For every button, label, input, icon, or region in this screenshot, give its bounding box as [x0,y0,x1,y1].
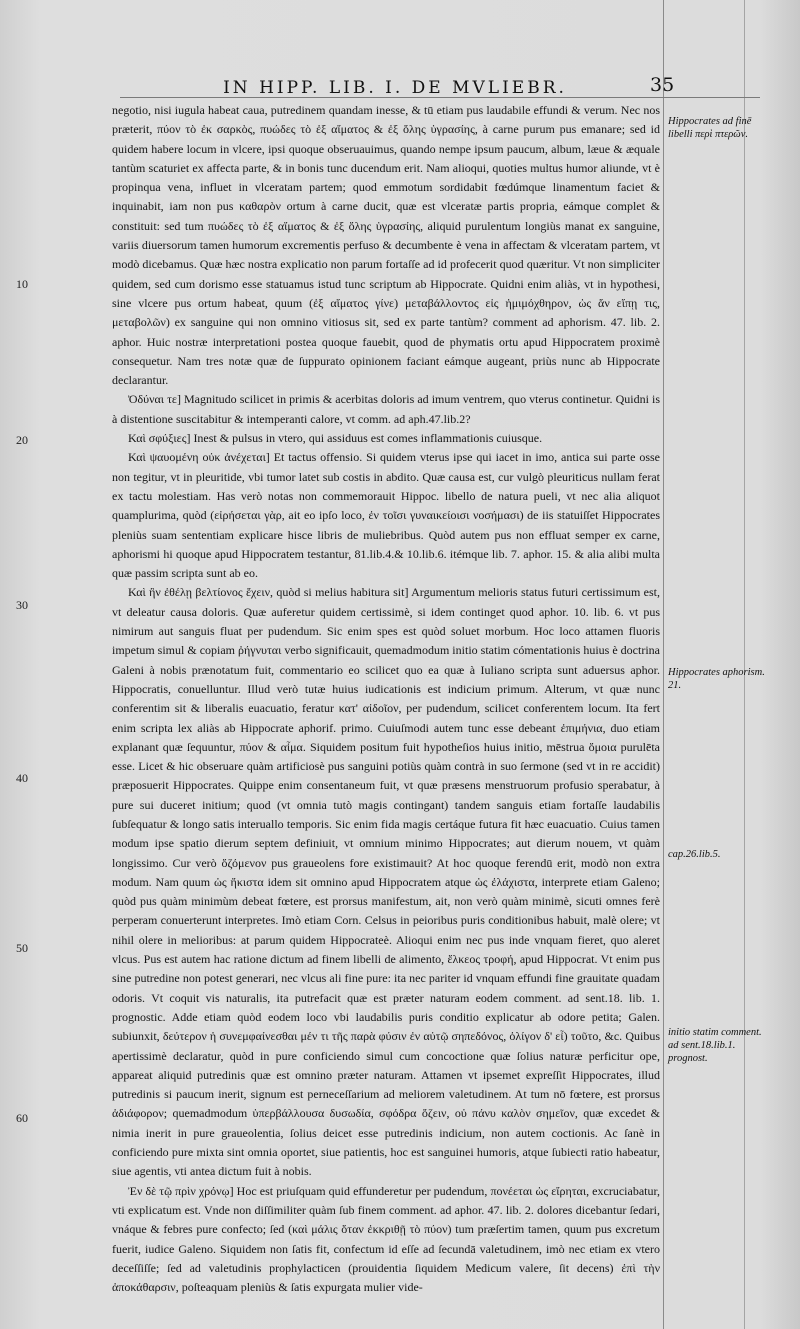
margin-note: cap.26.lib.5. [668,849,721,860]
paragraph: negotio, nisi iugula habeat caua, putredinem quandam inesse, & tū etiam pus laudabile effundi & verum. Nec nos præterit, πύον τὸ ἐκ σαρκὸς, πυώδες τὸ ἐξ αἵματος & ἐξ ὅλης ὑγρασίης, à carne purum pus emanare; sed id quidem habere locum in vlcere, ipsi quoque obseruauimus, quando nempe ipsum paucum, album, læue & æquale tantùm scaturiet ex affecta parte, & in bonis tunc ducendum erit. Nam alioqui, quoties multus humor aliunde, vt è propinqua vena, influet in vlceratam partem; quod emmotum sordidabit fœdúmque linamentum faciet & inquinabit, iam non pus καθαρὸν ortum à carne ducit, quæ est vlceratæ partis propria, eámque complet & constituit: sed tum πυώδες τὸ ἐξ αἵματος & ἐξ ὅλης ὑγρασίης, aliquid purulentum longiùs manat ex sanguine, variis diuersorum tamen humorum excrementis perfuso & decumbente è vena in affectam & vlceratam partem, vt modò dicebamus. Quæ hæc nostra explicatio non parum fortaſſe ad id profecerit quod quæritur. Vt non simpliciter quidem, sed cum dorismo esse statuamus istud tunc scriptum ab Hippocrate. Quidni enim aliàs, vt in hypothesi, sine vlcere pus ortum habeat, quum (ἐξ αἵματος γίνε) μεταβάλλοντος εἰς ἡμιμόχθηρον, ὡς ἄν εἴπῃ τις, μεταβολῶν) ex sanguine qui non omnino vitiosus sit, sed ex parte tantùm? comment ad aphorism. 47. lib. 2. aphor. Huic nostræ interpretationi postea quoque fauebit, quod de phymatis ortu apud Hippocratem proximè consequetur. Nam tres notæ quæ de ſuppurato opinionem faciant eámque augeant, priùs nunc ab Hippocrate declarantur. [112,103,660,388]
line-number: 50 [16,941,28,955]
line-number: 30 [16,598,28,612]
margin-note: initio statim comment. ad sent.18.lib.1. prognost. [668,1027,762,1064]
paragraph: Καὶ ἢν ἐθέλῃ βελτίονος ἔχειν, quòd si melius habitura sit] Argumentum melioris status futuri certissimum est, vt deleatur causa doloris. Quæ auferetur quidem certissimè, si idem continget quod aphor. 10. lib. 6. vt pus nimirum aut sanguis fluat per pudendum. Sic enim spes est quòd soluet morbum. Hoc loco attamen fluoris impetum simul & copiam ῥήγνυται verbo significauit, quemadmodum initio statim cómentationis huius è doctrina Galeni à nobis prænotatum fuit, commentario eo scilicet quo ea quæ à Iuliano scripta sunt aduersus aphor. Hippocratis, conuelluntur. Illud verò tutæ huius iudicationis est indicium primum. Alterum, vt quæ nunc conferentim sit & liberalis euacuatio, feratur κατ' αἰδοῖον, per pudendum, scilicet conferentem locum. Ita fert enim scripta lex aliàs ab Hippocrate aphorif. primo. Cuiuſmodi autem tunc esse debeant ἐπιμήνια, duo etiam explanant quæ ſequuntur, πύον & αἷμα. Siquidem positum fuit hypotheſios huius initio, mēstrua ὅμοια purulēta esse. Licet & hic obseruare quàm artificiosè pus sanguini potiùs quàm contrà in suo ſermone (sed vt in re accidit) præposuerit Hippocrates. Quippe enim consentaneum fuit, vt quæ præsens menstruorum profusio sperabatur, à pure sui duceret initium; quod (vt omnia tutò magis contingant) tandem sanguis etiam fortaſſe laudabilis ſubſequatur & longo satis interuallo temporis. Sic enim fida magis certáque futura fit hæc euacuatio. Cuius tamen modum ipse spatio dierum septem definiuit, vt omnium minimo Hippocrates; aut dierum nouem, vt quàm longissimo. Cur verò ὄζόμενον pus graueolens fore existimauit? At hoc quoque ferendū erit, modò non extra modum. Nam quum ὡς ἥκιστα idem sit omnino apud Hippocratem atque ὡς ἐλάχιστα, interprete etiam Galeno; quòd pus quàm minimùm debeat fœtere, est prorsus manifestum, ait, non verò quàm minimè, sicuti omnes ferè perperam conuerterunt interpretes. Imò etiam Corn. Celsus in peioribus puris conditionibus habuit, malè olere; vt nihil olere in melioribus: at parum quidem Hippocrateè. Alioqui enim nec pus inde vnquam fieret, quo aleret vlcus. Pus est autem hac ratione dictum ad finem libelli de alimento, ἕλκεος τροφή, apud Hippocrat. Vt enim pus sine putredine non potest generari, nec vlcus ali fine pure: ita nec pariter id vnquam effundi fine grauitate quadam odoris. Vt coquit vis naturalis, ita putrefacit quæ est præter naturam eodem comment. ad sent.18. lib. 1. prognostic. Adde etiam quòd eodem loco vbi laudabilis puris conditio explicatur ab odore petita; Galen. subiunxit, δεύτερον ἡ συνεμφαίνεσθαι μέν τι τῆς παρὰ φύσιν ἐν αὐτῷ σηπεδόνος, ὀλίγον δ' εἶ) τοῦτο, &c. Quibus apertissimè declaratur, quòd in pure conficiendo simul cum concoctione quæ ſolius naturæ perficitur ope, appareat aliquid putredinis quæ est omnino præter naturam. Attamen vt ipsemet expreſſit Hippocrates, illud putredinis si paucum inerit, signum est perneceſſarium ad meliorem valetudinem. At tum nō fœtere, est prorsus ἀδιάφορον; quemadmodum ὑπερβάλλουσα δυσωδία, σφόδρα ὄζειν, οὐ πάνυ καλὸν σημεῖον, quæ excedet & nimia inerit in pure graueolentia, ſolius deicet esse putredinis indicium, non autem coctionis. Ac ſanè in conficiendo pure mixta sint omnia oportet, siue patientis, hoc est sanguinei humoris, atque ſubiecti ratio habeatur, siue agentis, vti antea dictum fuit à nobis. [112,585,660,1179]
line-number: 20 [16,433,28,447]
line-number: 60 [16,1111,28,1125]
paragraph: Καὶ ψαυομένη οὐκ ἀνέχεται] Et tactus offensio. Si quidem vterus ipse qui iacet in imo, antica sui parte osse non tegitur, vt in pleuritide, vbi tumor latet sub costis in abdito. Quæ causa est, cur vulgò pleuriticus nullam ferat ex tactu molestiam. Has verò notas non commemorauit Hippoc. libello de natura pueli, vt nec alia aliquot quamplurima, quòd (εἰρήσεται γὰρ, ait eo ipſo loco, ἐν τοῖσι γυναικείοισι νοσήμασι) de iis statuiſſet Hippocrates pleniùs suam sententiam explicare hisce libris de muliebribus. Quòd autem pus non effluat semper ex carne, aphorismi hi quoque apud Hippocratem testantur, 81.lib.4.& 10.lib.6. itémque lib. 7. aphor. 15. & alia alibi multa quæ passim scripta sunt ab eo. [112,450,660,581]
margin-rule [744,0,745,1329]
margin-note: Hippocrates ad finē libelli περὶ πτερῶν. [668,116,752,140]
commentary-text [112,101,660,1297]
line-number: 10 [16,277,28,291]
paragraph: Καὶ σφύξιες] Inest & pulsus in vtero, qui assiduus est comes inflammationis cuiusque. [128,431,543,446]
paragraph: Ἐν δὲ τῷ πρὶν χρόνῳ] Hoc est priuſquam quid effunderetur per pudendum, πονέεται ὡς εἴρηται, excruciabatur, vti explicatum est. Vnde non diſſimiliter quàm ſub finem comment. ad aphor. 47. lib. 2. dolores dicebantur ſedari, vnáque & febres pure confecto; ſed (καὶ μάλις ὅταν ἐκκριθῇ τὸ πύον) tum præſertim tamen, quum pus excretum fuerit, iudice Galeno. Siquidem non ſatis fit, confectum id eſſe ad ſecundā valetudinem, imò nec etiam ex vtero deceſſiſſe; ſed ad valetudinis prophylacticen (prouidentia ſiquidem Medicum valere, ſit decens) ἐπὶ τὴν ἀποκάθαρσιν, poſteaquam pleniùs & ſatis expurgata mulier vide- [112,1183,660,1295]
column-rule [663,0,664,1329]
paragraph: Ὀδύναι τε] Magnitudo scilicet in primis & acerbitas doloris ad imum ventrem, quo vterus continetur. Quidni is à distentione suscitabitur & intemperanti calore, vt comm. ad aph.47.lib.2? [112,392,660,426]
running-head: IN HIPP. LIB. I. DE MVLIEBR. [223,78,567,98]
margin-note: Hippocrates aphorism. 21. [668,667,765,691]
line-number: 40 [16,771,28,785]
page-number: 35 [650,74,675,96]
